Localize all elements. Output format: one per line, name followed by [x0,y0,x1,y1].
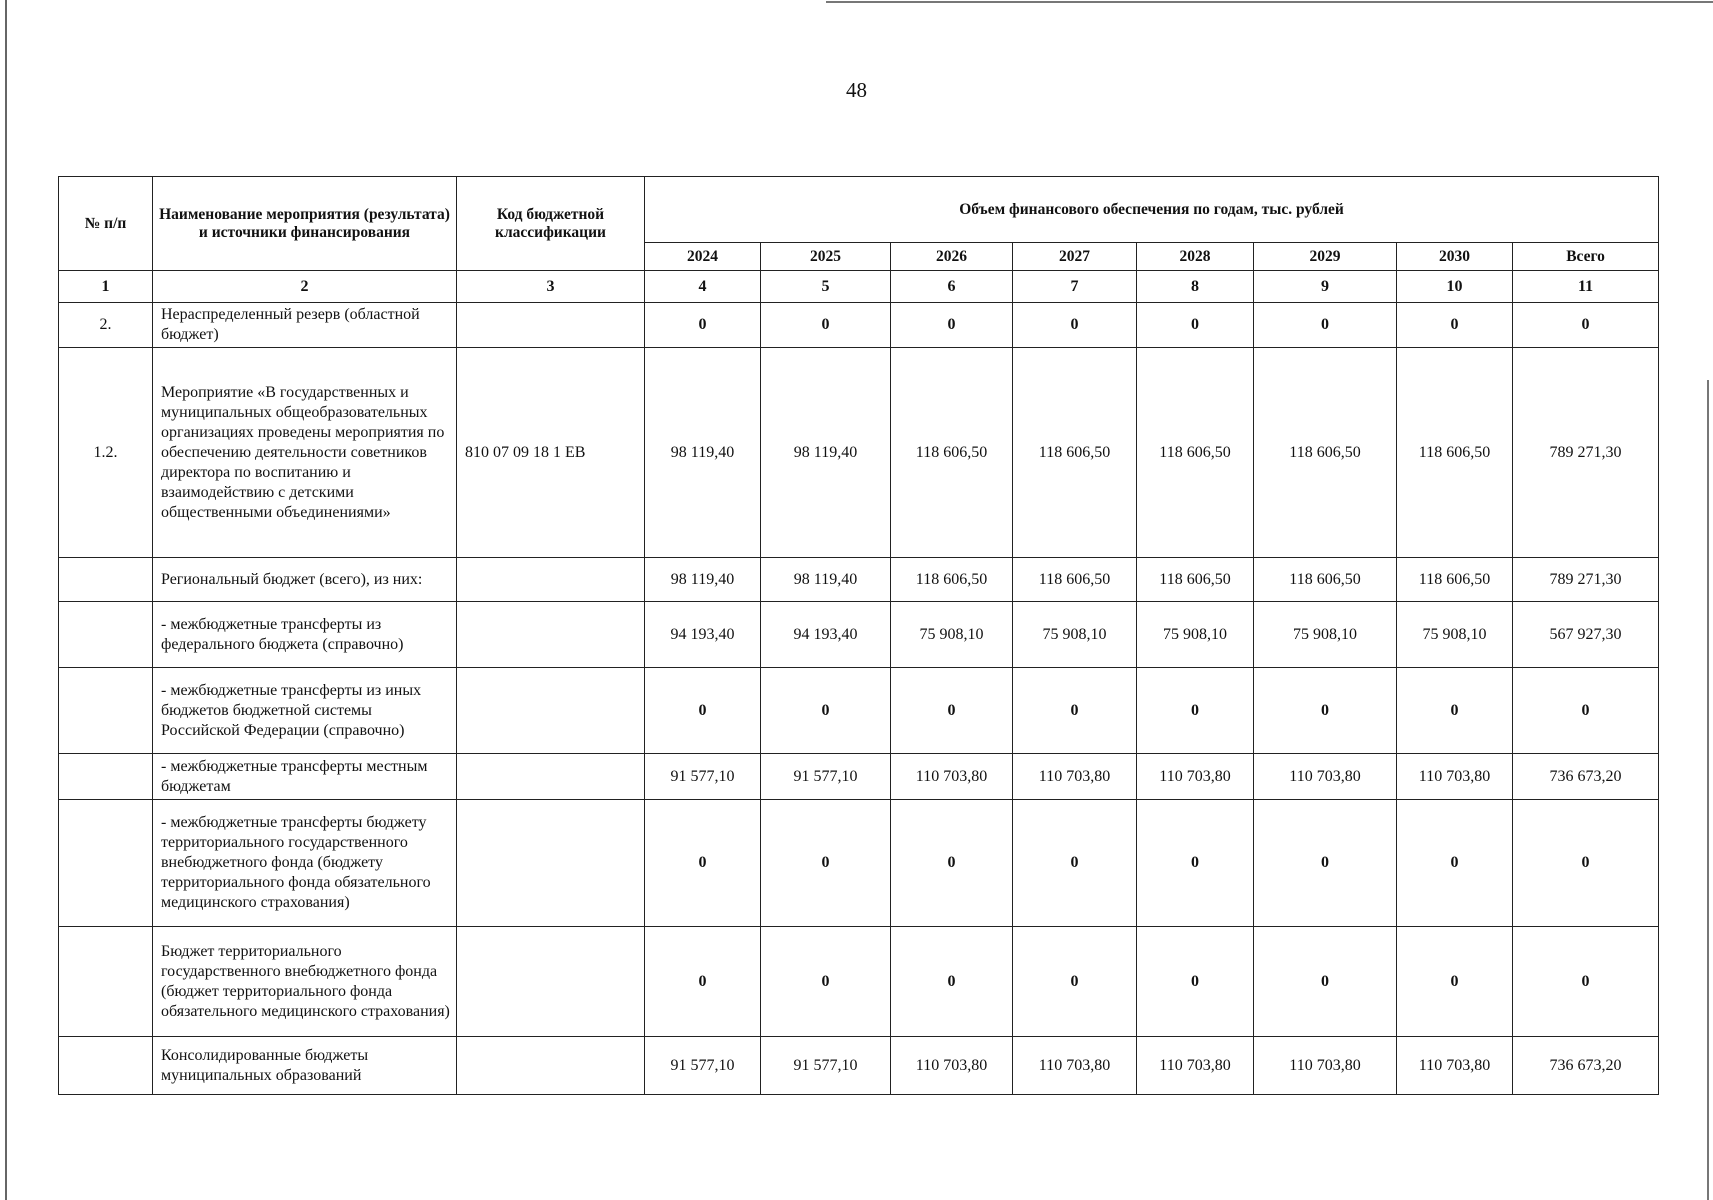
total-cell: 0 [1513,303,1659,348]
row-number [59,754,153,800]
year-value-cell: 118 606,50 [1254,348,1397,558]
column-number: 8 [1137,271,1254,303]
row-name: Региональный бюджет (всего), из них: [153,558,457,602]
year-value-cell: 110 703,80 [1397,754,1513,800]
year-header: 2028 [1137,243,1254,271]
total-cell: 567 927,30 [1513,602,1659,668]
row-number [59,602,153,668]
row-name: Консолидированные бюджеты муниципальных образований [153,1037,457,1095]
financing-table [58,176,1659,1095]
table-row [59,1037,1659,1095]
budget-code [457,558,645,602]
column-number: 6 [891,271,1013,303]
year-value-cell: 0 [1397,800,1513,927]
year-header: 2027 [1013,243,1137,271]
column-number: 2 [153,271,457,303]
row-number [59,927,153,1037]
year-value-cell: 0 [1013,927,1137,1037]
year-value-cell: 0 [891,668,1013,754]
row-number: 1.2. [59,348,153,558]
budget-code [457,754,645,800]
year-value-cell: 118 606,50 [891,558,1013,602]
total-cell: 789 271,30 [1513,348,1659,558]
year-value-cell: 75 908,10 [1397,602,1513,668]
year-value-cell: 110 703,80 [1013,1037,1137,1095]
year-value-cell: 118 606,50 [1137,348,1254,558]
col-header-volume: Объем финансового обеспечения по годам, тыс. рублей [645,177,1659,243]
row-name: Мероприятие «В государственных и муниципальных общеобразовательных организациях проведены мероприятия по обеспечению деятельности советников директора по воспитанию и взаимодействию с детскими общественными объединениями» [153,348,457,558]
year-value-cell: 75 908,10 [891,602,1013,668]
page-number: 48 [846,78,867,102]
budget-code [457,927,645,1037]
year-value-cell: 91 577,10 [645,1037,761,1095]
budget-code [457,1037,645,1095]
year-value-cell: 98 119,40 [761,348,891,558]
year-header: 2025 [761,243,891,271]
row-name: - межбюджетные трансферты из федерального бюджета (справочно) [153,602,457,668]
row-number [59,1037,153,1095]
row-number: 2. [59,303,153,348]
row-number [59,558,153,602]
total-cell: 736 673,20 [1513,1037,1659,1095]
year-value-cell: 98 119,40 [645,558,761,602]
year-value-cell: 75 908,10 [1137,602,1254,668]
row-number [59,668,153,754]
column-number: 9 [1254,271,1397,303]
year-value-cell: 0 [1397,668,1513,754]
year-value-cell: 0 [761,927,891,1037]
col-header-name: Наименование мероприятия (результата) и источники финансирования [153,177,457,271]
year-value-cell: 110 703,80 [1137,754,1254,800]
year-value-cell: 0 [645,800,761,927]
year-value-cell: 0 [1137,668,1254,754]
year-value-cell: 0 [645,303,761,348]
column-number: 3 [457,271,645,303]
year-value-cell: 91 577,10 [761,754,891,800]
year-value-cell: 75 908,10 [1013,602,1137,668]
year-value-cell: 91 577,10 [761,1037,891,1095]
column-number: 5 [761,271,891,303]
column-number-row [59,271,1659,303]
col-header-pn: № п/п [59,177,153,271]
year-value-cell: 75 908,10 [1254,602,1397,668]
year-value-cell: 0 [1254,668,1397,754]
header-row [59,177,1659,243]
row-name: - межбюджетные трансферты местным бюджетам [153,754,457,800]
year-header: 2030 [1397,243,1513,271]
table-row [59,558,1659,602]
column-number: 4 [645,271,761,303]
budget-code [457,800,645,927]
row-name: Бюджет территориального государственного внебюджетного фонда (бюджет территориального фонда обязательного медицинского страхования) [153,927,457,1037]
year-value-cell: 118 606,50 [1397,348,1513,558]
year-value-cell: 0 [1254,927,1397,1037]
year-value-cell: 0 [1013,303,1137,348]
year-value-cell: 0 [891,303,1013,348]
row-name: Нераспределенный резерв (областной бюджет) [153,303,457,348]
row-number [59,800,153,927]
year-value-cell: 0 [891,927,1013,1037]
year-value-cell: 0 [1254,800,1397,927]
year-value-cell: 0 [1137,800,1254,927]
year-value-cell: 0 [761,800,891,927]
year-value-cell: 0 [891,800,1013,927]
budget-code [457,668,645,754]
table-row [59,927,1659,1037]
column-number: 11 [1513,271,1659,303]
row-name: - межбюджетные трансферты бюджету территориального государственного внебюджетного фонда (бюджету территориального фонда обязательного медицинского страхования) [153,800,457,927]
table-row [59,348,1659,558]
year-value-cell: 98 119,40 [761,558,891,602]
year-value-cell: 118 606,50 [1013,348,1137,558]
year-value-cell: 110 703,80 [891,1037,1013,1095]
total-cell: 736 673,20 [1513,754,1659,800]
year-value-cell: 0 [1013,668,1137,754]
budget-code [457,303,645,348]
year-value-cell: 0 [1397,927,1513,1037]
row-name: - межбюджетные трансферты из иных бюджетов бюджетной системы Российской Федерации (справочно) [153,668,457,754]
year-value-cell: 0 [1137,927,1254,1037]
year-value-cell: 98 119,40 [645,348,761,558]
year-value-cell: 0 [1013,800,1137,927]
year-header: 2024 [645,243,761,271]
table-row [59,668,1659,754]
total-cell: 789 271,30 [1513,558,1659,602]
column-number: 1 [59,271,153,303]
scan-border-right [1707,380,1709,1200]
year-value-cell: 118 606,50 [1397,558,1513,602]
total-header: Всего [1513,243,1659,271]
year-value-cell: 0 [645,927,761,1037]
year-value-cell: 94 193,40 [761,602,891,668]
year-value-cell: 0 [761,668,891,754]
budget-code: 810 07 09 18 1 ЕВ [457,348,645,558]
year-header: 2026 [891,243,1013,271]
col-header-code: Код бюджетной классификации [457,177,645,271]
year-value-cell: 0 [1397,303,1513,348]
year-value-cell: 118 606,50 [1137,558,1254,602]
total-cell: 0 [1513,927,1659,1037]
year-value-cell: 91 577,10 [645,754,761,800]
year-value-cell: 118 606,50 [1013,558,1137,602]
table-row [59,303,1659,348]
year-value-cell: 118 606,50 [891,348,1013,558]
table-row [59,800,1659,927]
table-row [59,754,1659,800]
total-cell: 0 [1513,800,1659,927]
year-value-cell: 110 703,80 [1254,1037,1397,1095]
year-value-cell: 110 703,80 [1254,754,1397,800]
year-value-cell: 0 [645,668,761,754]
column-number: 10 [1397,271,1513,303]
scan-border-left [5,0,7,1200]
year-value-cell: 110 703,80 [1137,1037,1254,1095]
year-header: 2029 [1254,243,1397,271]
year-value-cell: 0 [761,303,891,348]
year-value-cell: 94 193,40 [645,602,761,668]
year-value-cell: 0 [1137,303,1254,348]
year-value-cell: 0 [1254,303,1397,348]
year-value-cell: 110 703,80 [1397,1037,1513,1095]
total-cell: 0 [1513,668,1659,754]
year-value-cell: 110 703,80 [1013,754,1137,800]
scan-border-top [826,1,1713,3]
budget-code [457,602,645,668]
year-value-cell: 110 703,80 [891,754,1013,800]
year-value-cell: 118 606,50 [1254,558,1397,602]
column-number: 7 [1013,271,1137,303]
table-row [59,602,1659,668]
